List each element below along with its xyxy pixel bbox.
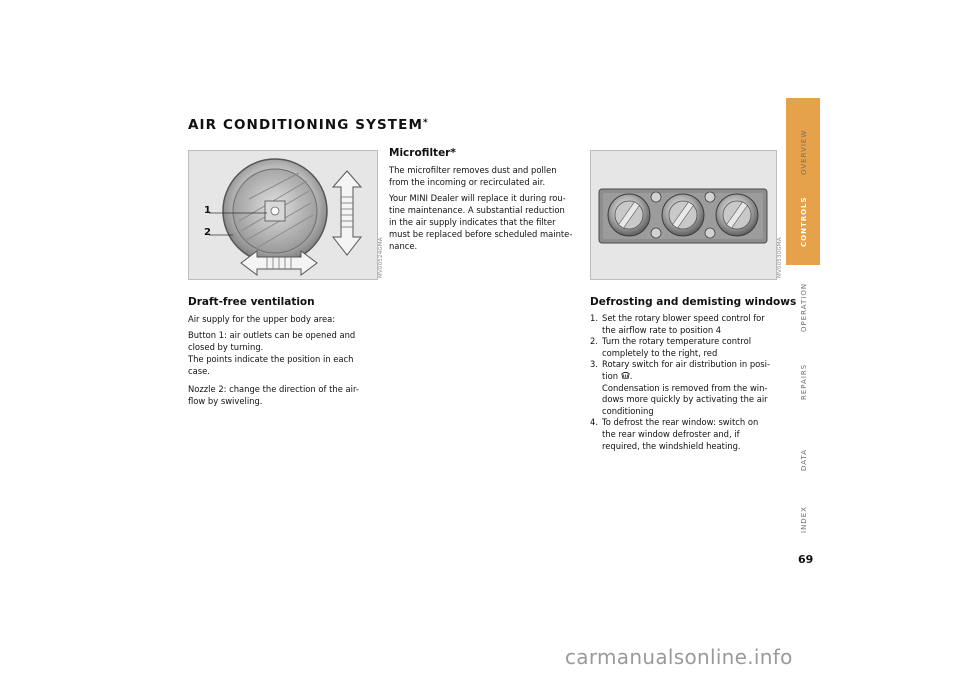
text-line: completely to the right, red [602,347,718,358]
tab-data[interactable]: DATA [800,448,808,471]
page-title-asterisk: * [422,118,429,128]
callout-label-1: 1 [204,205,211,216]
text-line: from the incoming or recirculated air. [389,177,546,187]
text-line: in the air supply indicates that the filter [389,217,556,227]
page-number: 69 [798,553,814,566]
text-line: Rotary switch for air distribution in posi- [602,359,771,370]
text-line: must be replaced before scheduled mainte- [389,229,573,239]
microfilter-paragraph-1 [389,164,579,188]
draft-free-paragraph-2 [188,329,378,377]
defrost-heading: Defrosting and demisting windows [590,296,797,308]
text-line: To defrost the rear window: switch on [602,417,759,428]
text-line: Nozzle 2: change the direction of the air- [188,384,359,394]
draft-free-paragraph-1 [188,313,378,325]
text-line: conditioning [602,405,654,416]
vent-illustration [188,150,378,280]
text-line: the airflow rate to position 4 [602,324,722,335]
button-top-left [651,192,661,202]
text-line: required, the windshield heating. [602,440,741,451]
text-line: flow by swiveling. [188,396,263,406]
text-line: Your MINI Dealer will replace it during rou- [389,193,566,203]
text-line: the rear window defroster and, if [602,428,740,439]
air-distribution-knob [716,194,758,236]
controls-svg [591,151,776,279]
draft-free-heading: Draft-free ventilation [188,296,315,308]
text-line: Turn the rotary temperature control [602,336,752,347]
step-number: 1. [590,313,598,323]
windshield-defrost-icon [621,371,630,380]
text-line: The microfilter removes dust and pollen [389,165,557,175]
text-line: The points indicate the position in each [188,354,354,364]
defrost-step-1 [590,313,785,336]
text-line: closed by turning. [188,342,264,352]
vent-svg [189,151,377,279]
text-line: Set the rotary blower speed control for [602,313,765,323]
text-line: tine maintenance. A substantial reduction [389,205,565,215]
step-number: 3. [590,359,598,370]
text-line: case. [188,366,210,376]
tab-overview[interactable]: OVERVIEW [800,129,808,175]
vent-center-dot [271,207,279,215]
tab-controls[interactable]: CONTROLS [800,196,808,247]
text-line [602,371,785,383]
microfilter-paragraph-2 [389,192,579,252]
defrost-step-4 [590,417,785,452]
button-top-right [705,192,715,202]
tab-operation[interactable]: OPERATION [800,282,808,332]
page-title-text: AIR CONDITIONING SYSTEM [188,117,423,133]
vertical-arrow [333,171,361,255]
text-line: nance. [389,241,418,251]
defrost-step-2 [590,336,785,359]
controls-figure-code: MV00530GMA [777,237,783,278]
text-line: Button 1: air outlets can be opened and [188,330,356,340]
climate-controls-illustration [590,150,777,280]
blower-knob [608,194,650,236]
defrost-step-3 [590,359,785,417]
microfilter-heading: Microfilter* [389,147,456,159]
tab-index[interactable]: INDEX [800,506,808,533]
text-line: Air supply for the upper body area: [188,314,336,324]
page-title [188,117,429,133]
step-number: 4. [590,417,598,428]
watermark: carmanualsonline.info [565,645,793,669]
tab-repairs[interactable]: REPAIRS [800,363,808,400]
text-fragment: tion [602,370,619,381]
callout-label-2: 2 [204,227,211,238]
button-bottom-left [651,228,661,238]
temperature-knob [662,194,704,236]
text-line: dows more quickly by activating the air [602,394,768,405]
step-number: 2. [590,336,598,347]
vent-figure-code: MV00524GMA [378,237,384,278]
button-bottom-right [705,228,715,238]
draft-free-paragraph-3 [188,383,378,407]
defrost-steps [590,313,785,452]
text-fragment: . [629,370,633,381]
text-line: Condensation is removed from the win- [602,382,768,393]
